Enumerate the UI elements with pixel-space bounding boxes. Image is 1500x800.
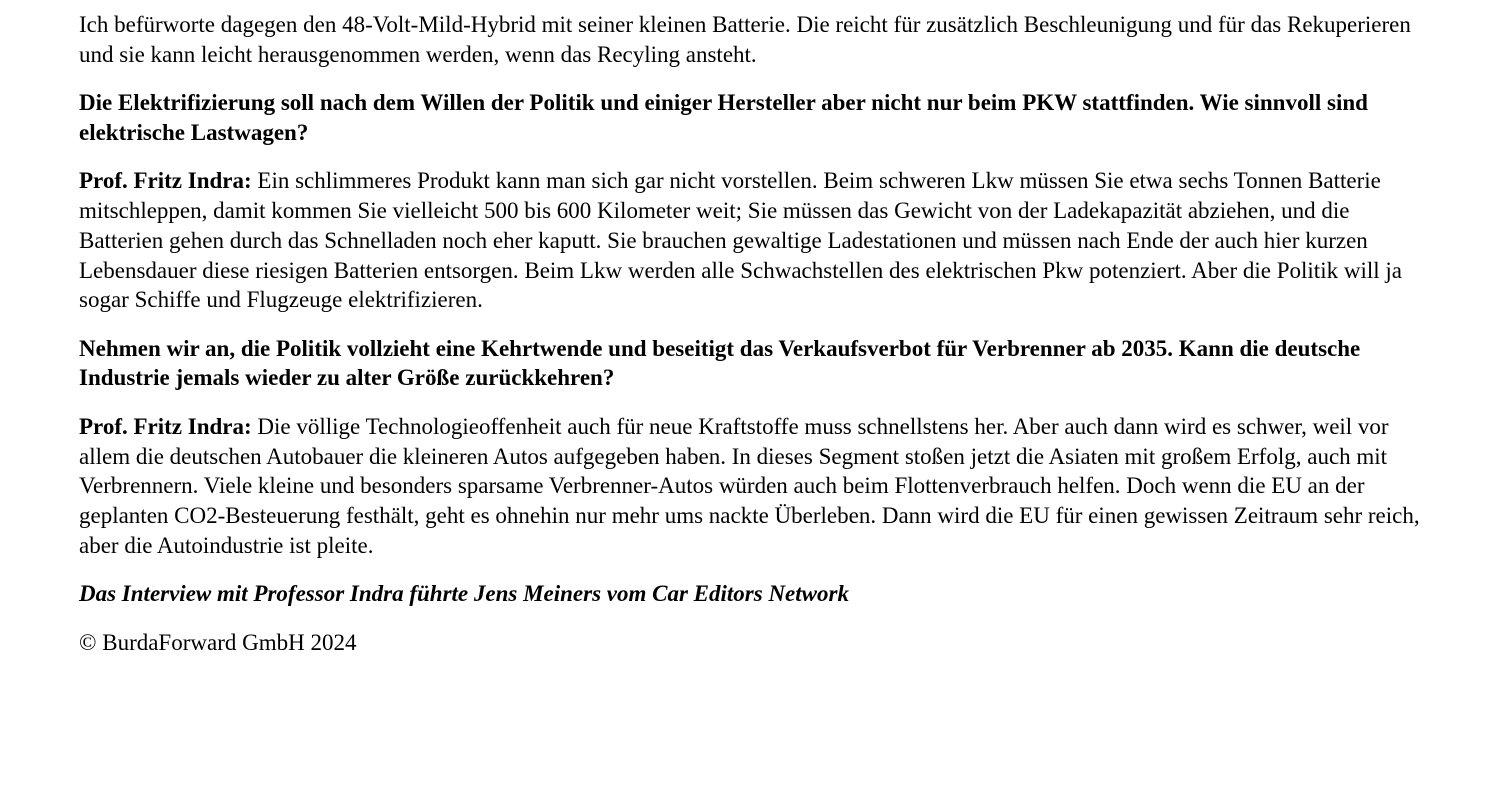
interview-question-1: Die Elektrifizierung soll nach dem Willen der Politik und einiger Hersteller aber nicht nur beim PKW stattfinden. Wie sinnvoll sind elektrische Lastwagen? <box>79 90 1368 145</box>
answer-text: Ein schlimmeres Produkt kann man sich gar nicht vorstellen. Beim schweren Lkw müssen Sie etwa sechs Tonnen Batterie mitschleppen, damit kommen Sie vielleicht 500 bis 600 Kilometer weit; Sie müssen das Gewicht von der Ladekapazität abziehen, und die Batterien gehen durch das Schnelladen noch eher kaputt. Sie brauchen gewaltige Ladestationen und müssen nach Ende der auch hier kurzen Lebensdauer diese riesigen Batterien entsorgen. Beim Lkw werden alle Schwachstellen des elektrischen Pkw potenziert. Aber die Politik will ja sogar Schiffe und Flugzeuge elektrifizieren. <box>79 168 1402 313</box>
speaker-label: Prof. Fritz Indra: <box>79 168 252 194</box>
speaker-label: Prof. Fritz Indra: <box>79 413 252 439</box>
article-body <box>79 10 1429 676</box>
interview-answer-2 <box>79 412 1429 561</box>
intro-paragraph: Ich befürworte dagegen den 48-Volt-Mild-Hybrid mit seiner kleinen Batterie. Die reicht für zusätzlich Beschleunigung und für das Rekuperieren und sie kann leicht herausgenommen werden, wenn das Recyling ansteht. <box>79 12 1411 67</box>
interview-question-2: Nehmen wir an, die Politik vollzieht eine Kehrtwende und beseitigt das Verkaufsverbot für Verbrenner ab 2035. Kann die deutsche Industrie jemals wieder zu alter Größe zurückkehren? <box>79 335 1361 391</box>
interview-answer-1 <box>79 166 1429 315</box>
copyright-notice: © BurdaForward GmbH 2024 <box>79 629 357 655</box>
interview-credit: Das Interview mit Professor Indra führte Jens Meiners vom Car Editors Network <box>79 581 849 607</box>
answer-text: Die völlige Technologieoffenheit auch für neue Kraftstoffe muss schnellstens her. Aber auch dann wird es schwer, weil vor allem die deutschen Autobauer die kleineren Autos aufgegeben haben. In dieses Segment stoßen jetzt die Asiaten mit großem Erfolg, auch mit Verbrennern. Viele kleine und besonders sparsame Verbrenner-Autos würden auch beim Flottenverbrauch helfen. Doch wenn die EU an der geplanten CO2-Besteuerung festhält, geht es ohnehin nur mehr ums nackte Überleben. Dann wird die EU für einen gewissen Zeitraum sehr reich, aber die Autoindustrie ist pleite. <box>79 413 1420 558</box>
